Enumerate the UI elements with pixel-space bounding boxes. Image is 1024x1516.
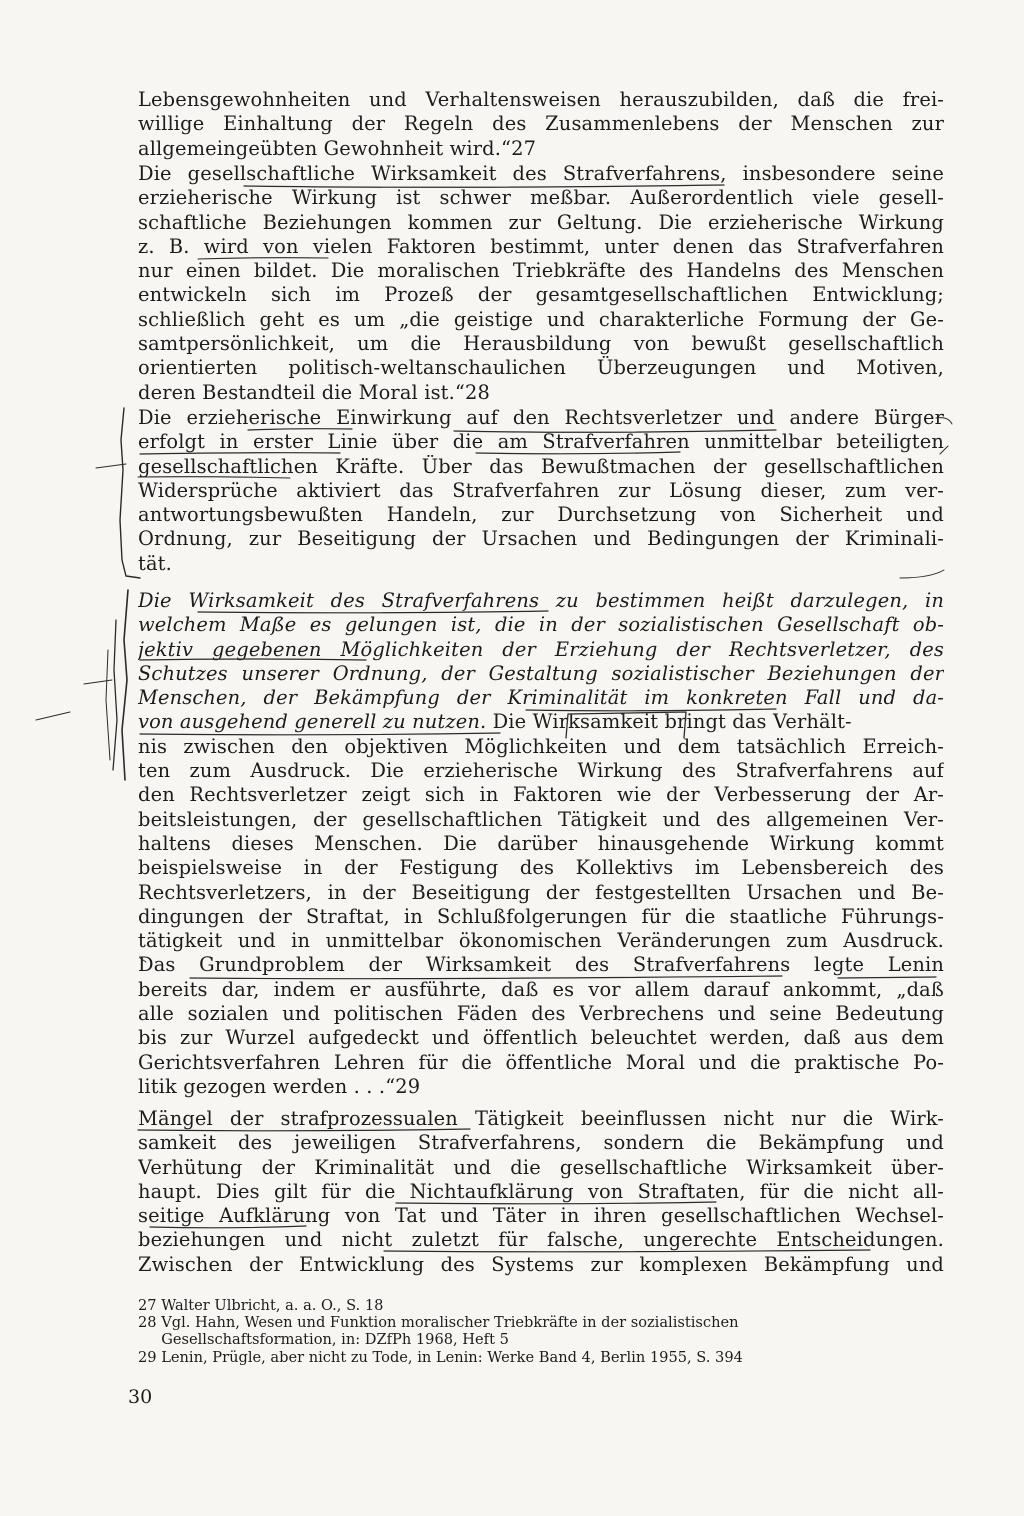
bracket-mark bbox=[106, 650, 110, 760]
text-line: antwortungsbewußten Handeln, zur Durchsetzung von Sicherheit und bbox=[138, 503, 944, 527]
text-line: bereits dar, indem er ausführte, daß es vor allem darauf ankommt, „daß bbox=[138, 977, 944, 1001]
paragraph-3 bbox=[138, 406, 944, 576]
footnote-29: 29 Lenin, Prügle, aber nicht zu Tode, in Lenin: Werke Band 4, Berlin 1955, S. 394 bbox=[138, 1348, 743, 1366]
text-line: schließlich geht es um „die geistige und charakterliche Formung der Ge- bbox=[138, 307, 944, 331]
footnotes bbox=[138, 1297, 944, 1366]
text-line: Die erzieherische Einwirkung auf den Rechtsverletzer und andere Bürger bbox=[138, 406, 944, 429]
text-line: haltens dieses Menschen. Die darüber hinausgehende Wirkung kommt bbox=[138, 831, 944, 855]
text-line: Widersprüche aktiviert das Strafverfahren zur Lösung dieser, zum ver- bbox=[138, 478, 944, 502]
paragraph-1 bbox=[138, 88, 944, 161]
margin-mark bbox=[96, 464, 126, 468]
text-line: dingungen der Straftat, in Schlußfolgerungen für die staatliche Führungs- bbox=[138, 904, 944, 928]
text-line: tätigkeit und in unmittelbar ökonomischen Veränderungen zum Ausdruck. bbox=[138, 929, 944, 953]
text-line: willige Einhaltung der Regeln des Zusammenlebens der Menschen zur bbox=[138, 112, 944, 136]
text-line: tät. bbox=[138, 551, 172, 575]
text-line: allgemeingeübten Gewohnheit wird.“27 bbox=[138, 136, 537, 160]
margin-mark bbox=[36, 712, 70, 720]
margin-mark bbox=[84, 680, 112, 684]
text-line-italic: jektiv gegebenen Möglichkeiten der Erziehung der Rechtsverletzer, des bbox=[138, 637, 944, 661]
text-line: Zwischen der Entwicklung des Systems zur komplexen Bekämpfung und bbox=[138, 1252, 944, 1276]
paragraph-2 bbox=[138, 162, 944, 405]
text-line: Verhütung der Kriminalität und die gesellschaftliche Wirksamkeit über- bbox=[138, 1155, 944, 1179]
text-line: samkeit des jeweiligen Strafverfahrens, sondern die Bekämpfung und bbox=[138, 1131, 944, 1155]
text-line: z. B. wird von vielen Faktoren bestimmt, unter denen das Strafverfahren bbox=[138, 234, 944, 258]
text-line: erfolgt in erster Linie über die am Strafverfahren unmittelbar beteiligten bbox=[138, 430, 944, 454]
text-line: samtpersönlichkeit, um die Herausbildung von bewußt gesellschaftlich bbox=[138, 332, 944, 356]
text-line: haupt. Dies gilt für die Nichtaufklärung von Straftaten, für die nicht all- bbox=[138, 1179, 944, 1203]
text-line: gesellschaftlichen Kräfte. Über das Bewußtmachen der gesellschaftlichen bbox=[138, 454, 944, 478]
footnote-28: 28 Vgl. Hahn, Wesen und Funktion moralischer Triebkräfte in der sozialistischen bbox=[138, 1314, 739, 1332]
italic-fragment: von ausgehend generell zu nutzen. bbox=[138, 710, 487, 734]
text-line: nis zwischen den objektiven Möglichkeiten und dem tatsächlich Erreich- bbox=[138, 734, 944, 758]
text-line-italic: Die Wirksamkeit des Strafverfahrens zu bestimmen heißt darzulegen, in bbox=[138, 589, 944, 612]
text-line: Rechtsverletzers, in der Beseitigung der festgestellten Ursachen und Be- bbox=[138, 880, 944, 904]
roman-fragment: Die Wirksamkeit bringt das Verhält- bbox=[486, 710, 852, 734]
text-line: erzieherische Wirkung ist schwer meßbar. Außerordentlich viele gesell- bbox=[138, 186, 944, 210]
footnote-28-continued: Gesellschaftsformation, in: DZfPh 1968, Heft 5 bbox=[138, 1331, 509, 1349]
bracket-mark bbox=[120, 408, 140, 578]
text-line: Gerichtsverfahren Lehren für die öffentliche Moral und die praktische Po- bbox=[138, 1050, 944, 1074]
text-line: orientierten politisch-weltanschaulichen Überzeugungen und Motiven, bbox=[138, 356, 944, 380]
text-line: den Rechtsverletzer zeigt sich in Faktoren wie der Verbesserung der Ar- bbox=[138, 783, 944, 807]
bracket-mark bbox=[113, 620, 117, 770]
text-line: seitige Aufklärung von Tat und Täter in ihren gesellschaftlichen Wechsel- bbox=[138, 1204, 944, 1228]
text-line: deren Bestandteil die Moral ist.“28 bbox=[138, 380, 490, 404]
text-line: Ordnung, zur Beseitigung der Ursachen und Bedingungen der Kriminali- bbox=[138, 527, 944, 551]
text-line: alle sozialen und politischen Fäden des Verbrechens und seine Bedeutung bbox=[138, 1002, 944, 1026]
paragraph-5 bbox=[138, 1107, 944, 1277]
paragraph-4 bbox=[138, 589, 944, 1099]
page-number: 30 bbox=[128, 1386, 153, 1408]
bracket-mark bbox=[122, 590, 128, 780]
text-line: Das Grundproblem der Wirksamkeit des Strafverfahrens legte Lenin bbox=[138, 953, 944, 977]
text-line-mixed bbox=[138, 710, 944, 734]
footnote-27: 27 Walter Ulbricht, a. a. O., S. 18 bbox=[138, 1297, 384, 1314]
text-line: Mängel der strafprozessualen Tätigkeit beeinflussen nicht nur die Wirk- bbox=[138, 1107, 944, 1130]
text-line: schaftliche Beziehungen kommen zur Geltung. Die erzieherische Wirkung bbox=[138, 210, 944, 234]
text-line: beispielsweise in der Festigung des Kollektivs im Lebensbereich des bbox=[138, 856, 944, 880]
text-line: Lebensgewohnheiten und Verhaltensweisen herauszubilden, daß die frei- bbox=[138, 88, 944, 111]
text-line: beitsleistungen, der gesellschaftlichen Tätigkeit und des allgemeinen Ver- bbox=[138, 807, 944, 831]
text-line: litik gezogen werden . . .“29 bbox=[138, 1074, 421, 1098]
text-line: ten zum Ausdruck. Die erzieherische Wirkung des Strafverfahrens auf bbox=[138, 759, 944, 783]
text-line: nur einen bildet. Die moralischen Triebkräfte des Handelns des Menschen bbox=[138, 259, 944, 283]
text-line-italic: Schutzes unserer Ordnung, der Gestaltung sozialistischer Beziehungen der bbox=[138, 661, 944, 685]
text-line-italic: welchem Maße es gelungen ist, die in der sozialistischen Gesellschaft ob- bbox=[138, 613, 944, 637]
text-line-italic: Menschen, der Bekämpfung der Kriminalität im konkreten Fall und da- bbox=[138, 686, 944, 710]
text-line: beziehungen und nicht zuletzt für falsche, ungerechte Entscheidungen. bbox=[138, 1228, 944, 1252]
text-line: Die gesellschaftliche Wirksamkeit des Strafverfahrens, insbesondere seine bbox=[138, 162, 944, 185]
text-line: bis zur Wurzel aufgedeckt und öffentlich beleuchtet werden, daß aus dem bbox=[138, 1026, 944, 1050]
text-line: entwickeln sich im Prozeß der gesamtgesellschaftlichen Entwicklung; bbox=[138, 283, 944, 307]
